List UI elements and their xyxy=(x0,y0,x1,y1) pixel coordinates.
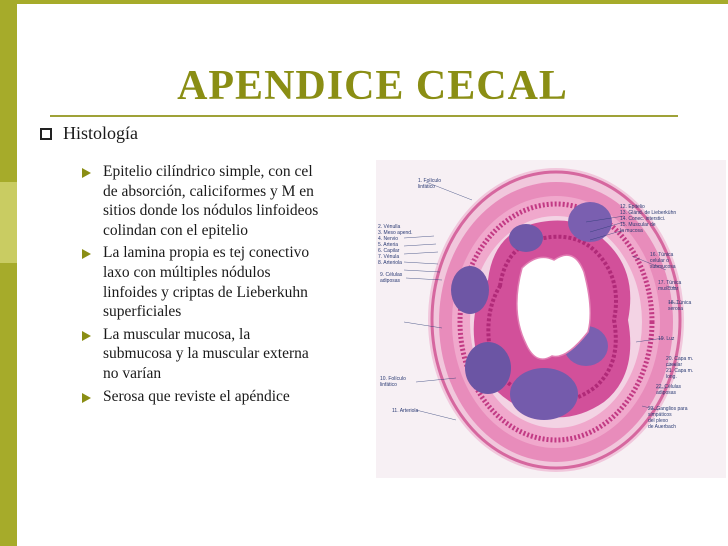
figure-label-adipose-22 xyxy=(656,384,681,396)
figure-label-line: 19. Luz xyxy=(658,336,675,342)
bullet-line: La lamina propia es tej conectivo xyxy=(103,244,310,262)
figure-label-line: 12. Epitelio xyxy=(620,204,645,210)
figure-label-line: 9. Células xyxy=(380,272,403,278)
figure-label-muscularis xyxy=(658,280,681,292)
bullet-line: La muscular mucosa, la xyxy=(103,325,251,343)
figure-label-line: 10. Folículo xyxy=(380,376,406,382)
bullet-line: linfoides y criptas de Lieberkuhn xyxy=(103,283,308,301)
figure-label-line: 21. Capa m. xyxy=(666,368,694,374)
figure-label-line: del plexo xyxy=(648,418,669,424)
figure-label-line: 13. Glánd. de Lieberkühn xyxy=(620,210,677,216)
figure-label-line: 17. Túnica xyxy=(658,280,682,286)
figure-label-arteriole xyxy=(392,408,418,414)
figure-label-line: circular xyxy=(666,362,683,368)
figure-label-serosa xyxy=(668,300,691,312)
figure-label-line: 2. Vénulla xyxy=(378,224,401,230)
figure-label-vessels xyxy=(378,224,412,266)
figure-label-line: adiposas xyxy=(656,390,677,396)
top-accent-rule xyxy=(17,0,728,4)
figure-label-epithelium xyxy=(620,204,676,234)
figure-label-lymph-follicle-1 xyxy=(418,178,441,190)
bullet-line: superficiales xyxy=(103,303,182,321)
bullet-line: sitios donde los nódulos linfoideos xyxy=(103,202,319,220)
figure-label-submucosa xyxy=(650,252,676,270)
figure-label-line: serosa xyxy=(668,306,684,312)
figure-label-line: muscular xyxy=(658,286,679,292)
figure-label-adipose-1 xyxy=(380,272,402,284)
figure-label-line: adiposas xyxy=(380,278,401,284)
figure-label-line: 20. Capa m. xyxy=(666,356,694,362)
bullet-histologia xyxy=(40,123,138,144)
figure-label-line: 18. Túnica xyxy=(668,300,692,306)
appendix-histology-figure xyxy=(376,160,726,478)
figure-label-line: celular o xyxy=(650,258,669,264)
figure-label-line: 16. Túnica xyxy=(650,252,674,258)
figure-label-line: 23. Ganglios para xyxy=(648,406,688,412)
figure-label-line: submucosa xyxy=(650,264,676,270)
sub-bullet-lamina-propia xyxy=(80,243,370,321)
triangle-bullet-icon xyxy=(82,168,91,178)
figure-label-line: 6. Capilar xyxy=(378,248,400,254)
figure-label-line: linfático xyxy=(418,184,435,190)
figure-label-line: 5. Arteria xyxy=(378,242,399,248)
figure-label-line: simpáticos xyxy=(648,412,672,418)
triangle-bullet-icon xyxy=(82,393,91,403)
bullet-line: colindan con el epitelio xyxy=(103,221,249,239)
figure-label-muscle-layers xyxy=(666,356,693,380)
figure-label-line: 11. Arteriola xyxy=(392,408,419,414)
figure-label-lumen xyxy=(658,336,674,342)
figure-label-line: 4. Nervio xyxy=(378,236,399,242)
left-accent-bar xyxy=(0,0,17,546)
bullet-line: submucosa y la muscular externa xyxy=(103,345,309,363)
figure-label-lymph-follicle-10 xyxy=(380,376,406,388)
figure-label-line: 22. Células xyxy=(656,384,682,390)
sub-bullet-list xyxy=(80,162,370,409)
figure-label-line: 7. Vénula xyxy=(378,254,400,260)
figure-label-line: 1. Folículo xyxy=(418,178,442,184)
figure-label-line: linfático xyxy=(380,382,397,388)
square-bullet-icon xyxy=(40,128,52,140)
figure-label-line: long. xyxy=(666,374,677,380)
bullet-line: Epitelio cilíndrico simple, con cel xyxy=(103,163,313,180)
slide-title: APENDICE CECAL xyxy=(177,63,568,109)
left-accent-band xyxy=(0,182,17,263)
title-divider xyxy=(50,115,678,117)
bullet-line: no varían xyxy=(103,364,162,382)
bullet-line: Serosa que reviste el apéndice xyxy=(103,387,290,405)
triangle-bullet-icon xyxy=(82,331,91,341)
bullet-line: laxo con múltiples nódulos xyxy=(103,263,271,281)
bullet-histologia-label: Histología xyxy=(63,123,138,143)
figure-label-line: 14. Conec. interstici. xyxy=(620,216,666,222)
figure-label-line: de Auerbach xyxy=(648,424,677,430)
figure-label-auerbach-ganglia xyxy=(648,406,687,430)
figure-label-line: 15. Muscular de xyxy=(620,222,656,228)
figure-label-line: la mucosa xyxy=(620,228,643,234)
sub-bullet-muscular xyxy=(80,325,370,384)
bullet-line: de absorción, caliciformes y M en xyxy=(103,182,314,200)
figure-label-line: 3. Meso apend. xyxy=(378,230,413,236)
triangle-bullet-icon xyxy=(82,249,91,259)
figure-label-line: 8. Arteriola xyxy=(378,260,402,266)
sub-bullet-epitelio xyxy=(80,162,370,240)
sub-bullet-serosa xyxy=(80,387,370,407)
